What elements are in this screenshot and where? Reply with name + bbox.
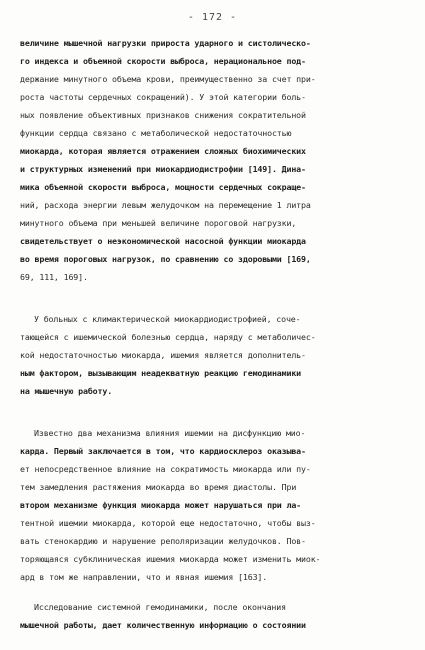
text-line: карда. Первый заключается в том, что кардиосклероз оказыва- <box>20 446 306 456</box>
text-line: торяющаяся субклиническая ишемия миокарда может изменить миок- <box>20 554 321 564</box>
text-line: ний, расхода энергии левым желудочком на перемещение 1 литра <box>20 200 311 210</box>
text-line: Исследование системной гемодинамики, после окончания <box>34 602 286 612</box>
text-line: Известно два механизма влияния ишемии на дисфункцию мио- <box>34 428 306 438</box>
text-line: ных появление объективных признаков снижения сократительной <box>20 110 306 120</box>
text-line: ард в том же направлении, что и явная ишемия [163]. <box>20 572 268 582</box>
text-line: величине мышечной нагрузки прироста ударного и систолическо- <box>20 38 311 48</box>
text-line: вать стенокардию и нарушение реполяризации желудочков. Пов- <box>20 536 306 546</box>
text-line: тентной ишемии миокарда, которой еще недостаточно, чтобы выз- <box>20 518 316 528</box>
page-number: - 172 - <box>187 12 238 23</box>
text-line: тающейся с ишемической болезнью сердца, наряду с метаболичес- <box>20 332 316 342</box>
text-line: 69, 111, 169]. <box>20 272 88 282</box>
text-line: на мышечную работу. <box>20 386 113 396</box>
text-line: тем замедления растяжения миокарда во время диастолы. При <box>20 482 297 492</box>
text-line: ным фактором, вызывающим неадекватную реакцию гемодинамики <box>20 368 302 378</box>
text-line: миокарда, которая является отражением сложных биохимических <box>20 146 306 156</box>
text-line: втором механизме функция миокарда может нарушаться при ла- <box>20 500 302 510</box>
text-line: го индекса и объемной скорости выброса, нерациональное под- <box>20 56 306 66</box>
text-line: и структурных изменений при миокардиодистрофии [149]. Дина- <box>20 164 306 174</box>
text-line: во время пороговых нагрузок, по сравнению со здоровыми [169, <box>20 254 311 264</box>
text-line: мышечной работы, дает количественную информацию о состоянии <box>20 620 306 630</box>
text-line: минутного объема при меньшей величине пороговой нагрузки, <box>20 218 297 228</box>
text-line: держание минутного объема крови, преимущественно за счет при- <box>20 74 316 84</box>
text-line: кой недостаточностью миокарда, ишемия является дополнитель- <box>20 350 306 360</box>
text-line: мика объемной скорости выброса, мощности сердечных сокраще- <box>20 182 306 192</box>
text-line: роста частоты сердечных сокращений). У этой категории боль- <box>20 92 306 102</box>
text-line: функции сердца связано с метаболической недостаточностью <box>20 128 292 138</box>
text-line: свидетельствует о неэкономической насосной функции миокарда <box>20 236 306 246</box>
text-line: ет непосредственное влияние на сократимость миокарда или пу- <box>20 464 311 474</box>
text-line: У больных с климактерической миокардиодистрофией, сочe- <box>34 314 301 324</box>
